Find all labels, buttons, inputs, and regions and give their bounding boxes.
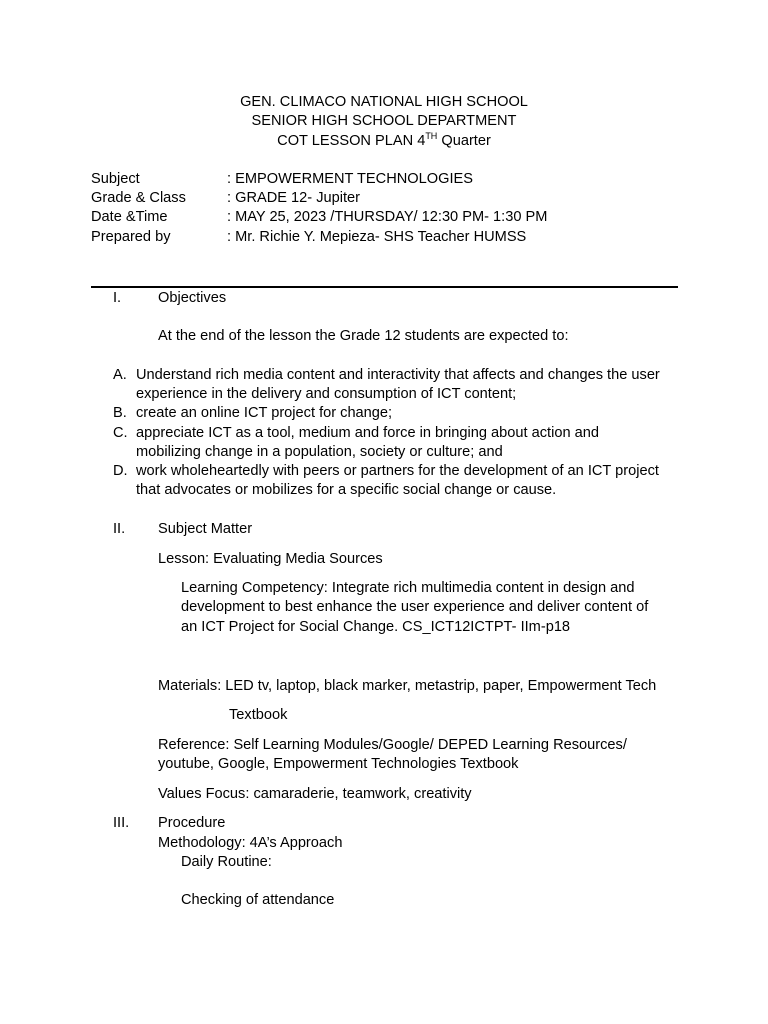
objective-d-line1: work wholeheartedly with peers or partners for the development of an ICT project <box>136 463 659 479</box>
info-label-subject: Subject <box>91 171 140 187</box>
divider <box>91 286 678 288</box>
plan-superscript: TH <box>425 131 438 141</box>
school-name: GEN. CLIMACO NATIONAL HIGH SCHOOL <box>240 94 528 110</box>
objective-letter-a: A. <box>113 367 127 383</box>
objective-letter-c: C. <box>113 425 128 441</box>
methodology: Methodology: 4A’s Approach <box>158 835 343 851</box>
reference-line1: Reference: Self Learning Modules/Google/ DEPED Learning Resources/ <box>158 737 627 753</box>
section-numeral-subject-matter: II. <box>113 521 126 537</box>
info-label-prepared: Prepared by <box>91 229 171 245</box>
competency-line2: development to best enhance the user experience and deliver content of <box>181 599 649 615</box>
objective-c-line2: mobilizing change in a population, society or culture; and <box>136 444 503 460</box>
values-focus: Values Focus: camaraderie, teamwork, creativity <box>158 786 472 802</box>
materials-line1: Materials: LED tv, laptop, black marker, metastrip, paper, Empowerment Tech <box>158 678 657 694</box>
section-numeral-objectives: I. <box>113 290 122 306</box>
competency-line3: an ICT Project for Social Change. CS_ICT12ICTPT- IIm-p18 <box>181 619 571 635</box>
checking-attendance: Checking of attendance <box>181 892 335 908</box>
info-label-grade: Grade & Class <box>91 190 186 206</box>
lesson-title: Lesson: Evaluating Media Sources <box>158 551 383 567</box>
department-name: SENIOR HIGH SCHOOL DEPARTMENT <box>251 113 517 129</box>
objectives-intro: At the end of the lesson the Grade 12 students are expected to: <box>158 328 569 344</box>
info-value-date: : MAY 25, 2023 /THURSDAY/ 12:30 PM- 1:30 PM <box>227 209 548 225</box>
lesson-plan-title <box>0 132 768 152</box>
objective-c-line1: appreciate ICT as a tool, medium and force in bringing about action and <box>136 425 599 441</box>
plan-suffix: Quarter <box>437 133 491 149</box>
objective-a-line2: experience in the delivery and consumption of ICT content; <box>136 386 517 402</box>
plan-prefix: COT LESSON PLAN 4 <box>277 133 426 149</box>
info-value-prepared: : Mr. Richie Y. Mepieza- SHS Teacher HUMSS <box>227 229 527 245</box>
section-title-procedure: Procedure <box>158 815 226 831</box>
reference-line2: youtube, Google, Empowerment Technologies Textbook <box>158 756 519 772</box>
materials-line2: Textbook <box>229 707 288 723</box>
daily-routine: Daily Routine: <box>181 854 272 870</box>
objective-b-line1: create an online ICT project for change; <box>136 405 393 421</box>
info-label-date: Date &Time <box>91 209 168 225</box>
info-value-subject: : EMPOWERMENT TECHNOLOGIES <box>227 171 473 187</box>
objective-letter-b: B. <box>113 405 127 421</box>
objective-d-line2: that advocates or mobilizes for a specific social change or cause. <box>136 482 557 498</box>
section-title-subject-matter: Subject Matter <box>158 521 253 537</box>
competency-line1: Learning Competency: Integrate rich multimedia content in design and <box>181 580 635 596</box>
objective-a-line1: Understand rich media content and interactivity that affects and changes the user <box>136 367 660 383</box>
section-numeral-procedure: III. <box>113 815 130 831</box>
info-value-grade: : GRADE 12- Jupiter <box>227 190 361 206</box>
objective-letter-d: D. <box>113 463 128 479</box>
section-title-objectives: Objectives <box>158 290 227 306</box>
